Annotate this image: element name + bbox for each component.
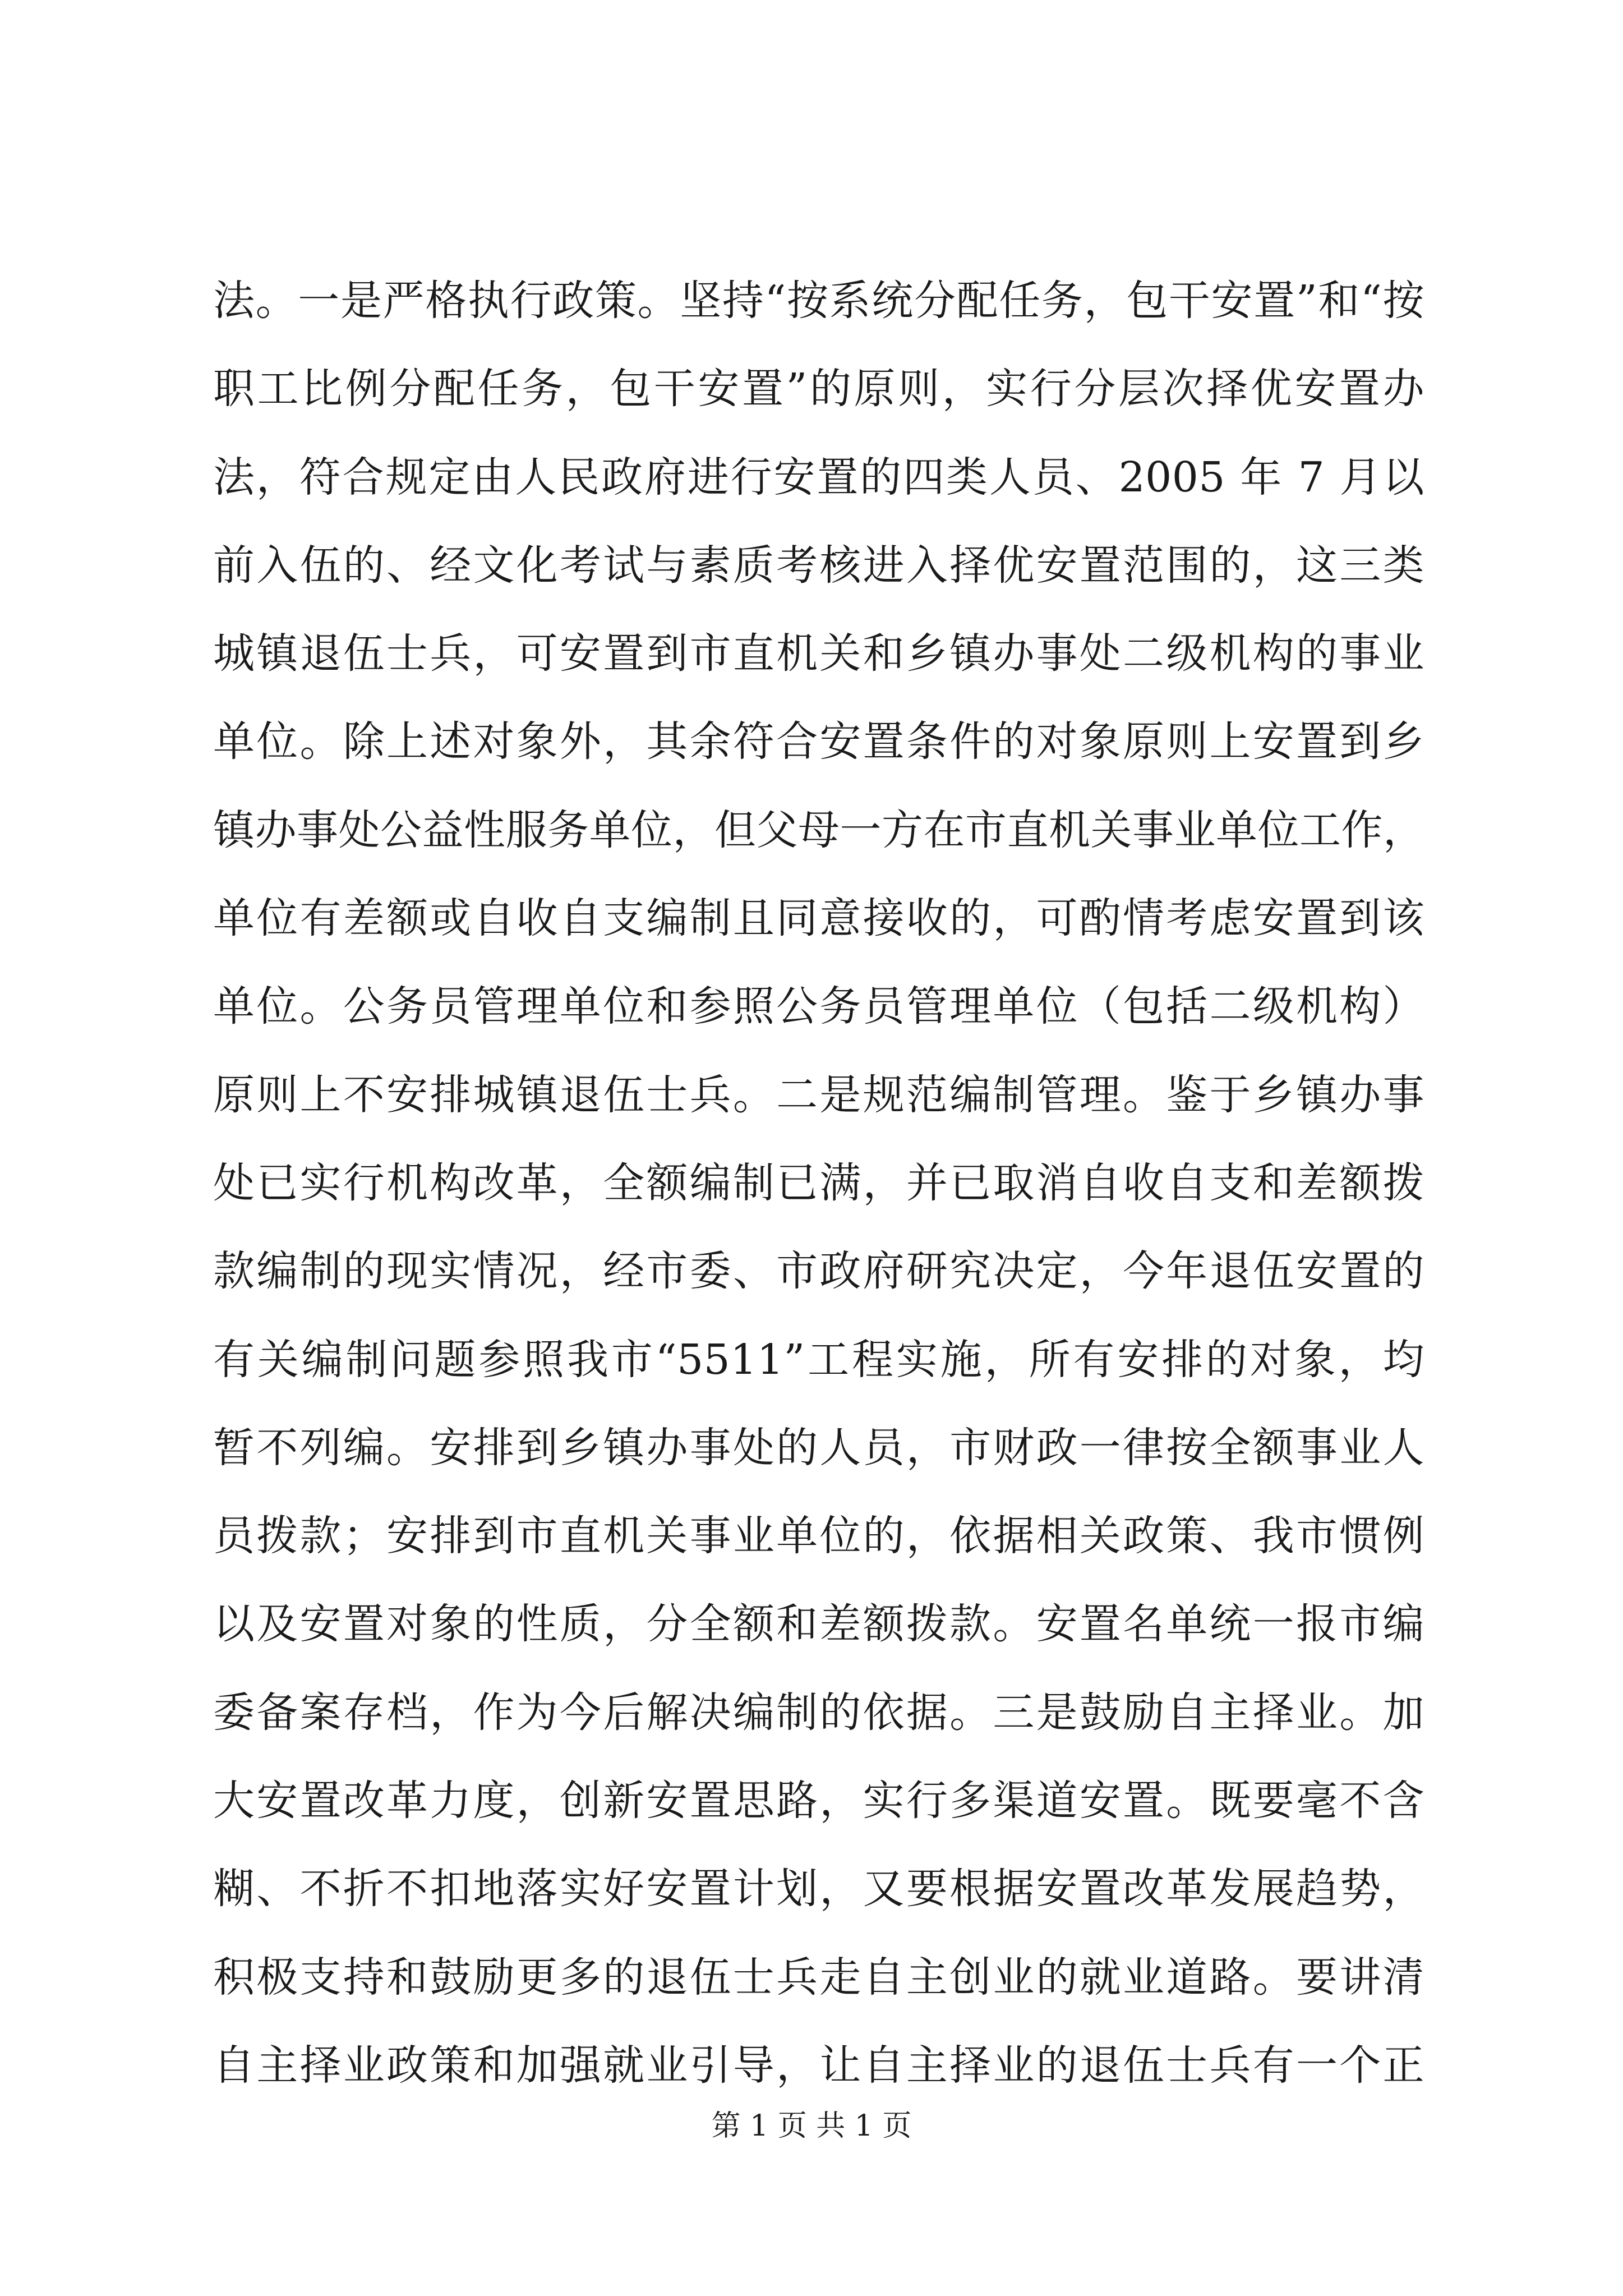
text-line: 城镇退伍士兵，可安置到市直机关和乡镇办事处二级机构的事业 (213, 629, 1424, 678)
text-line: 单位。公务员管理单位和参照公务员管理单位（包括二级机构） (213, 982, 1424, 1031)
text-line: 自主择业政策和加强就业引导，让自主择业的退伍士兵有一个正 (213, 2041, 1424, 2090)
body-text (213, 257, 1424, 2110)
text-line: 有关编制问题参照我市“5511”工程实施，所有安排的对象，均 (213, 1335, 1424, 1384)
page-footer: 第 1 页 共 1 页 (711, 2109, 912, 2143)
text-line: 镇办事处公益性服务单位，但父母一方在市直机关事业单位工作， (213, 806, 1425, 854)
text-line: 大安置改革力度，创新安置思路，实行多渠道安置。既要毫不含 (213, 1777, 1424, 1825)
text-line: 员拨款；安排到市直机关事业单位的，依据相关政策、我市惯例 (213, 1512, 1424, 1561)
text-line: 单位有差额或自收自支编制且同意接收的，可酌情考虑安置到该 (213, 894, 1424, 943)
text-line: 职工比例分配任务，包干安置”的原则，实行分层次择优安置办 (213, 365, 1424, 413)
text-line: 委备案存档，作为今后解决编制的依据。三是鼓励自主择业。加 (213, 1688, 1424, 1737)
text-line: 积极支持和鼓励更多的退伍士兵走自主创业的就业道路。要讲清 (213, 1953, 1424, 2001)
text-line: 法。一是严格执行政策。坚持“按系统分配任务，包干安置”和“按 (213, 277, 1424, 325)
text-line: 单位。除上述对象外，其余符合安置条件的对象原则上安置到乡 (213, 717, 1424, 766)
text-line: 款编制的现实情况，经市委、市政府研究决定，今年退伍安置的 (213, 1247, 1424, 1296)
text-line: 前入伍的、经文化考试与素质考核进入择优安置范围的，这三类 (213, 541, 1424, 590)
text-line: 处已实行机构改革，全额编制已满，并已取消自收自支和差额拨 (213, 1158, 1424, 1207)
text-line: 暂不列编。安排到乡镇办事处的人员，市财政一律按全额事业人 (213, 1423, 1424, 1472)
text-line: 糊、不折不扣地落实好安置计划，又要根据安置改革发展趋势， (213, 1865, 1424, 1913)
text-line: 原则上不安排城镇退伍士兵。二是规范编制管理。鉴于乡镇办事 (213, 1070, 1424, 1119)
text-line: 法，符合规定由人民政府进行安置的四类人员、2005 年 7 月以 (213, 453, 1424, 501)
text-line: 以及安置对象的性质，分全额和差额拨款。安置名单统一报市编 (213, 1600, 1424, 1649)
